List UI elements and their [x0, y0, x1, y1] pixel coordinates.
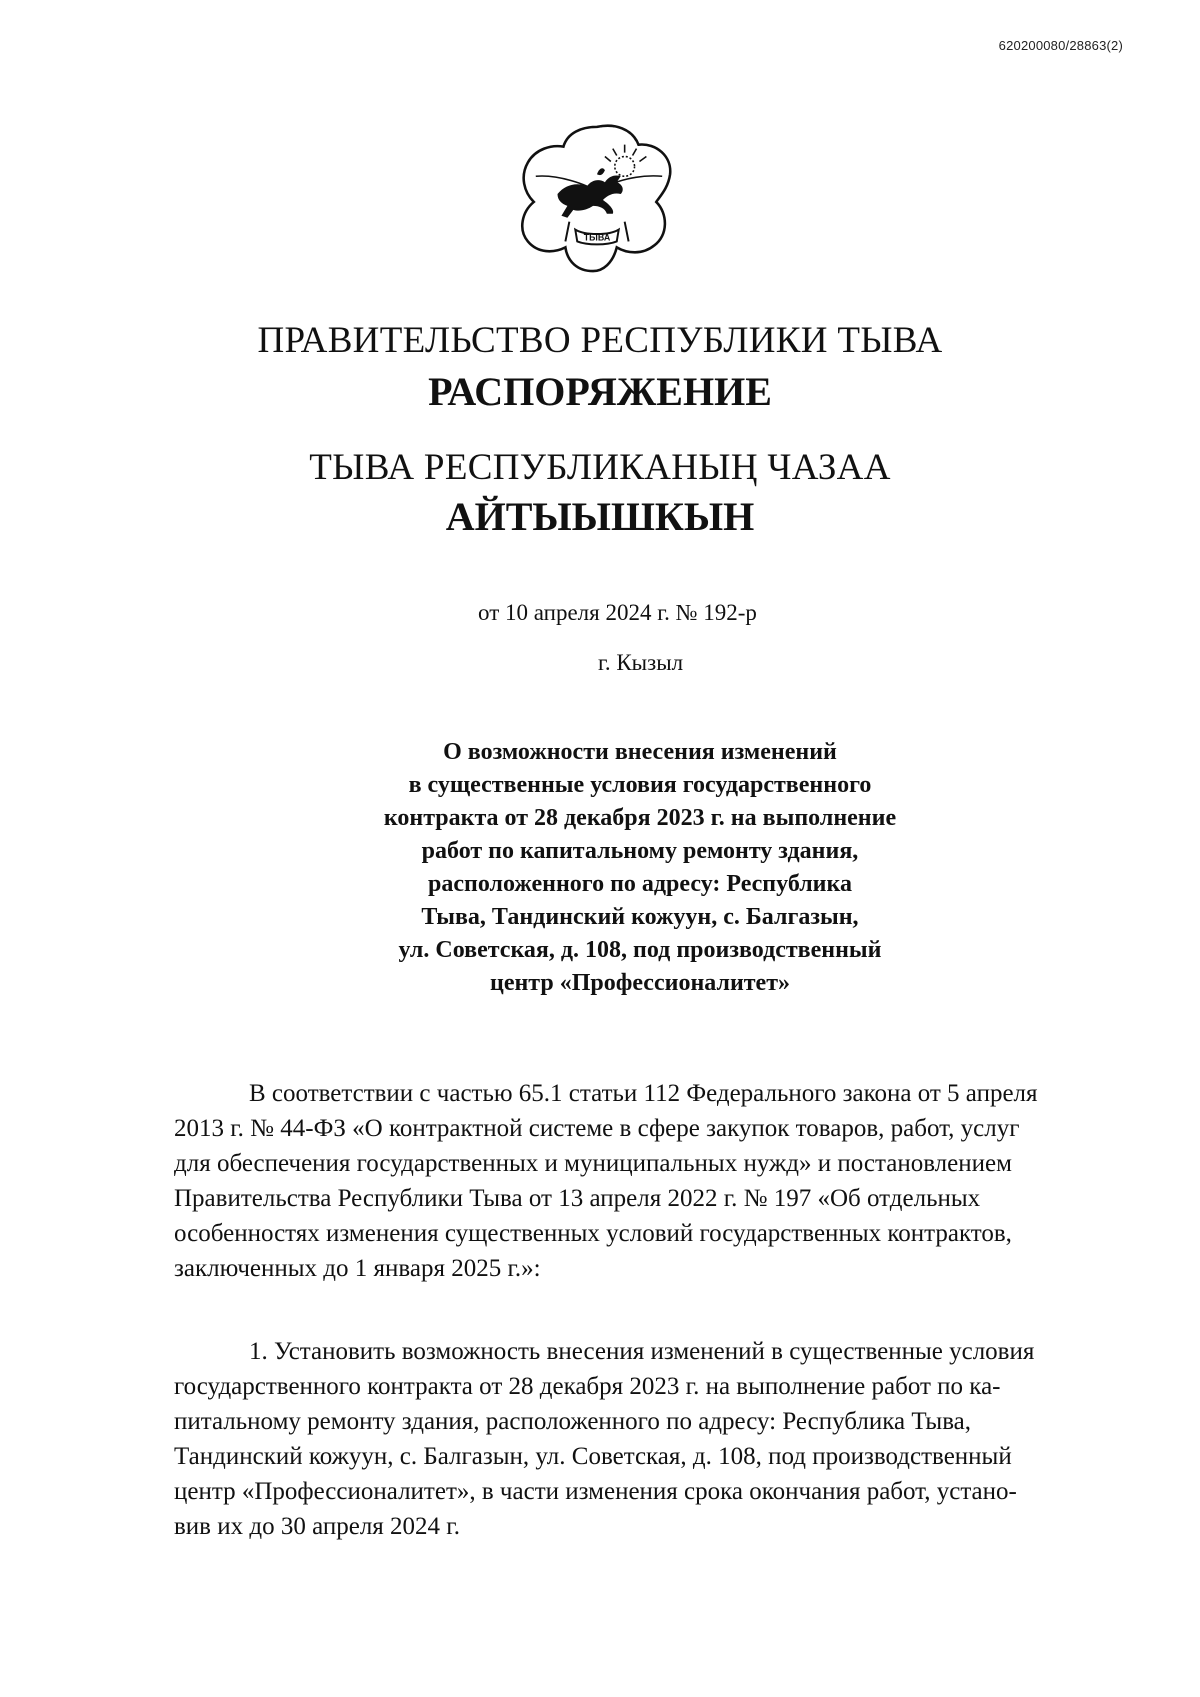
document-type-ru: РАСПОРЯЖЕНИЕ — [428, 369, 772, 414]
paragraph-line: 2013 г. № 44-ФЗ «О контрактной системе в сфере закупок товаров, работ, услуг — [174, 1115, 1020, 1142]
document-subject — [300, 736, 980, 1000]
order-item-1 — [174, 1334, 1151, 1544]
paragraph-line: Правительства Республики Тыва от 13 апреля 2022 г. № 197 «Об отдельных — [174, 1185, 981, 1212]
subject-line: контракта от 28 декабря 2023 г. на выполнение — [383, 805, 897, 831]
document-type-tyv: АЙТЫЫШКЫН — [445, 494, 755, 539]
paragraph-line: В соответствии с частью 65.1 статьи 112 Федерального закона от 5 апреля — [249, 1080, 1038, 1107]
document-date-number: от 10 апреля 2024 г. № 192-р — [478, 600, 757, 625]
preamble-paragraph — [174, 1076, 1151, 1286]
tyva-coat-of-arms-emblem — [518, 118, 676, 278]
subject-line: расположенного по адресу: Республика — [428, 871, 852, 897]
paragraph-line: заключенных до 1 января 2025 г.»: — [174, 1255, 541, 1282]
paragraph-line: для обеспечения государственных и муниципальных нужд» и постановлением — [174, 1150, 1012, 1177]
subject-line: О возможности внесения изменений — [443, 739, 837, 765]
paragraph-line: вив их до 30 апреля 2024 г. — [174, 1513, 460, 1540]
subject-line: Тыва, Тандинский кожуун, с. Балгазын, — [421, 904, 859, 930]
subject-line: ул. Советская, д. 108, под производственный — [398, 937, 882, 963]
subject-line: работ по капитальному ремонту здания, — [421, 838, 859, 864]
paragraph-line: государственного контракта от 28 декабря 2023 г. на выполнение работ по ка- — [174, 1373, 1001, 1400]
emblem-inscription: ТЫВА — [583, 232, 611, 243]
subject-line: центр «Профессионалитет» — [490, 970, 790, 996]
paragraph-line: 1. Установить возможность внесения изменений в существенные условия — [249, 1338, 1035, 1365]
subject-line: в существенные условия государственного — [408, 772, 872, 798]
document-registration-number: 620200080/28863(2) — [998, 38, 1123, 53]
paragraph-line: питальному ремонту здания, расположенного по адресу: Республика Тыва, — [174, 1408, 972, 1435]
paragraph-line: центр «Профессионалитет», в части изменения срока окончания работ, устано- — [174, 1478, 1017, 1505]
government-title-ru: ПРАВИТЕЛЬСТВО РЕСПУБЛИКИ ТЫВА — [257, 320, 943, 361]
government-title-tyv: ТЫВА РЕСПУБЛИКАНЫҢ ЧАЗАА — [309, 447, 891, 488]
document-city: г. Кызыл — [598, 650, 684, 675]
paragraph-line: Тандинский кожуун, с. Балгазын, ул. Советская, д. 108, под производственный — [174, 1443, 1012, 1470]
paragraph-line: особенностях изменения существенных условий государственных контрактов, — [174, 1220, 1012, 1247]
